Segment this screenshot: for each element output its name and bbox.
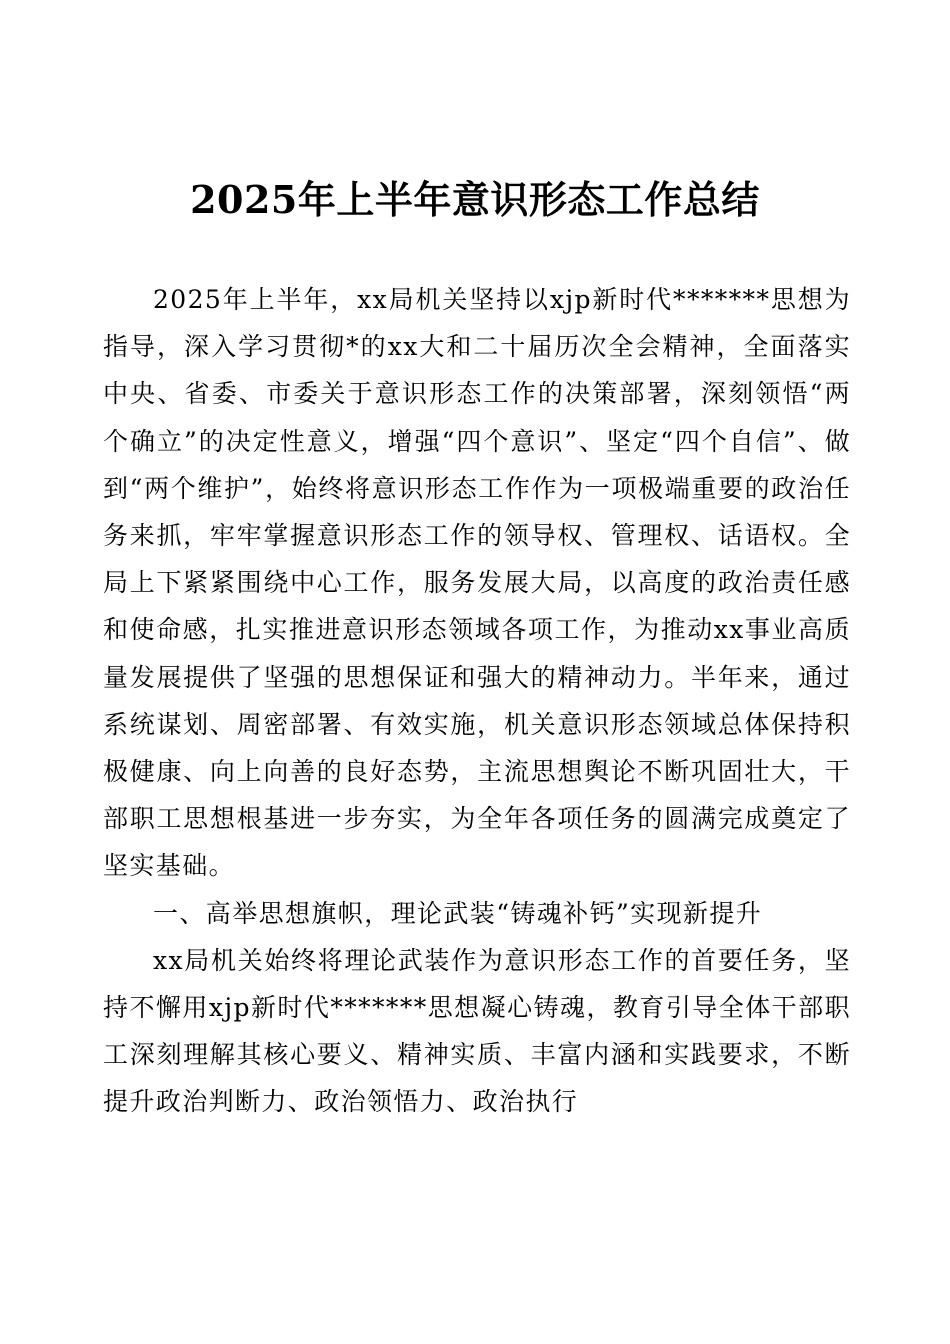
document-title: 2025年上半年意识形态工作总结 — [190, 177, 760, 222]
section-heading: 一、高举思想旗帜，理论武装“铸魂补钙”实现新提升 — [153, 898, 763, 928]
intro-paragraph: 2025年上半年，xx局机关坚持以xjp新时代*******思想为指导，深入学习贯彻*的xx大和二十届历次全会精神，全面落实中央、省委、市委关于意识形态工作的决策部署，深刻领悟“两个确立”的决定性意义，增强“四个意识”、坚定“四个自信”、做到“两个维护”，始终将意识形态工作作为一项极端重要的政治任务来抓，牢牢掌握意识形态工作的领导权、管理权、话语权。全局上下紧紧围绕中心工作，服务发展大局，以高度的政治责任感和使命感，扎实推进意识形态领域各项工作，为推动xx事业高质量发展提供了坚强的思想保证和强大的精神动力。半年来，通过系统谋划、周密部署、有效实施，机关意识形态领域总体保持积极健康、向上向善的良好态势，主流思想舆论不断巩固壮大，干部职工思想根基进一步夯实，为全年各项任务的圆满完成奠定了坚实基础。 — [103, 285, 851, 881]
document-body — [103, 276, 851, 1126]
section-paragraph: xx局机关始终将理论武装作为意识形态工作的首要任务，坚持不懈用xjp新时代*******思想凝心铸魂，教育引导全体干部职工深刻理解其核心要义、精神实质、丰富内涵和实践要求，不断提升政治判断力、政治领悟力、政治执行 — [103, 945, 851, 1117]
